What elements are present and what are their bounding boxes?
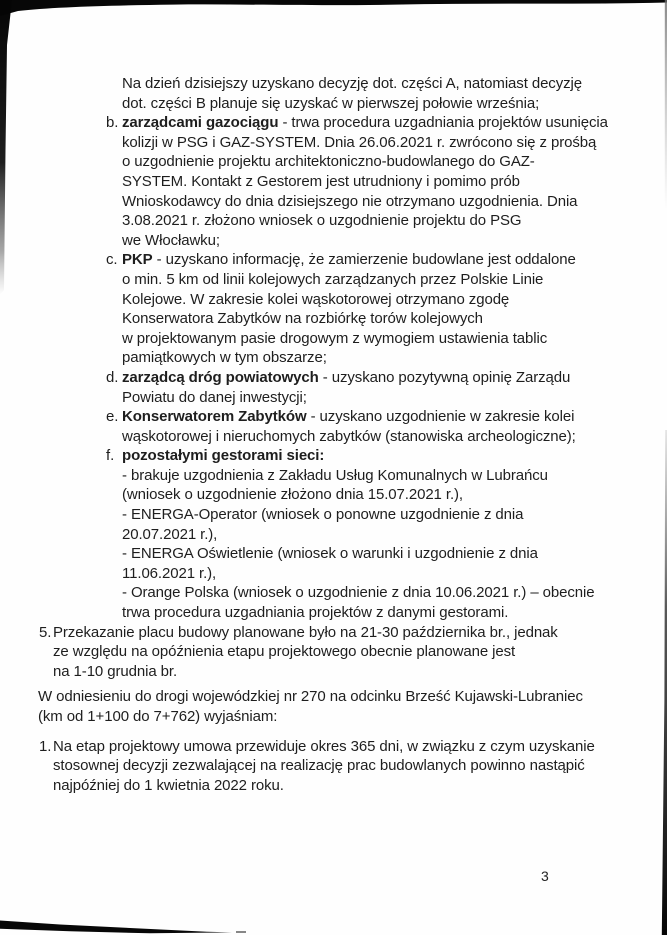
text-line: Kolejowe. W zakresie kolei wąskotorowej otrzymano zgodę	[122, 290, 510, 308]
item-marker: e.	[106, 408, 119, 426]
text-line: 20.07.2021 r.),	[122, 525, 218, 543]
text-line: - ENERGA Oświetlenie (wniosek o warunki i uzgodnienie z dnia	[122, 545, 538, 563]
list-item-5	[39, 623, 667, 682]
bottom-left-wedge-artifact	[0, 921, 232, 934]
item-a-continuation	[106, 74, 667, 113]
item-marker: 1.	[39, 737, 52, 755]
text-line: najpóźniej do 1 kwietnia 2022 roku.	[53, 776, 284, 794]
text-line: Wnioskodawcy do dnia dzisiejszego nie otrzymano uzgodnienia. Dnia	[122, 192, 578, 210]
item-lead-bold: zarządcą dróg powiatowych	[122, 368, 319, 386]
item-marker: 5.	[39, 623, 52, 641]
text-line: trwa procedura uzgadniania projektów z danymi gestorami.	[122, 604, 509, 622]
text-line: Na dzień dzisiejszy uzyskano decyzję dot. części A, natomiast decyzję	[122, 75, 582, 92]
page-number: 3	[541, 868, 549, 884]
text-line: Powiatu do danej inwestycji;	[122, 388, 307, 406]
list-item-c	[106, 250, 667, 368]
text-line	[106, 250, 667, 270]
text-line: ze względu na opóźnienia etapu projektowego obecnie planowane jest	[53, 643, 516, 661]
text-line: (km od 1+100 do 7+762) wyjaśniam:	[38, 708, 278, 725]
text-line	[106, 446, 667, 466]
list-item-1	[39, 737, 667, 796]
item-lead-bold: Konserwatorem Zabytków	[122, 408, 307, 426]
item-marker: c.	[106, 251, 118, 269]
text-line: we Włocławku;	[122, 231, 220, 249]
text-line: stosownej decyzji zezwalającej na realizację prac budowlanych powinno nastąpić	[53, 757, 585, 775]
text-line: SYSTEM. Kontakt z Gestorem jest utrudniony i pomimo prób	[122, 172, 520, 190]
item-marker: b.	[106, 114, 119, 132]
item-lead-bold: PKP	[122, 251, 153, 269]
item-text: - uzyskano uzgodnienie w zakresie kolei	[306, 408, 575, 426]
list-item-f	[106, 446, 667, 622]
text-line: (wniosek o uzgodnienie złożono dnia 15.07.2021 r.),	[122, 486, 463, 504]
list-item-b	[106, 113, 667, 250]
text-line: W odniesieniu do drogi wojewódzkiej nr 270 na odcinku Brześć Kujawski-Lubraniec	[38, 688, 583, 706]
item-text: Na etap projektowy umowa przewiduje okres 365 dni, w związku z czym uzyskanie	[53, 737, 595, 755]
list-item-d	[106, 368, 667, 407]
text-line	[106, 368, 667, 388]
text-line	[106, 113, 667, 133]
text-line: pamiątkowych w tym obszarze;	[122, 349, 327, 367]
text-line: - ENERGA-Operator (wniosek o ponowne uzgodnienie z dnia	[122, 506, 524, 524]
item-text: - trwa procedura uzgadniania projektów usunięcia	[278, 114, 608, 132]
text-line: wąskotorowej i nieruchomych zabytków (stanowiska archeologiczne);	[122, 427, 576, 445]
text-line	[39, 737, 667, 757]
text-line: 11.06.2021 r.),	[122, 564, 217, 582]
text-line	[106, 407, 667, 427]
text-line: Konserwatora Zabytków na rozbiórkę torów kolejowych	[122, 310, 483, 328]
item-marker: f.	[106, 447, 115, 465]
item-text: - uzyskano pozytywną opinię Zarządu	[318, 368, 571, 386]
text-line: w projektowanym pasie drogowym z wymogiem ustawienia tablic	[122, 329, 548, 347]
item-lead-bold: pozostałymi gestorami sieci:	[122, 447, 325, 465]
text-line: o uzgodnienie projektu architektoniczno-budowlanego do GAZ-	[122, 153, 535, 171]
list-item-e	[106, 407, 667, 446]
section-paragraph	[38, 687, 667, 726]
text-line: - brakuje uzgodnienia z Zakładu Usług Komunalnych w Lubrańcu	[122, 466, 548, 484]
text-line	[39, 623, 667, 643]
item-text: Przekazanie placu budowy planowane było na 21-30 października br., jednak	[53, 623, 558, 641]
item-marker: d.	[106, 368, 119, 386]
item-text: - uzyskano informację, że zamierzenie budowlane jest oddalone	[152, 251, 576, 269]
item-lead-bold: zarządcami gazociągu	[122, 114, 279, 132]
text-line: dot. części B planuje się uzyskać w pierwszej połowie września;	[122, 94, 540, 112]
text-line: o min. 5 km od linii kolejowych zarządzanych przez Polskie Linie	[122, 270, 544, 288]
bottom-speckle-artifact	[236, 931, 246, 933]
text-line: 3.08.2021 r. złożono wniosek o uzgodnienie projektu do PSG	[122, 212, 522, 230]
text-line: kolizji w PSG i GAZ-SYSTEM. Dnia 26.06.2021 r. zwrócono się z prośbą	[122, 133, 597, 151]
text-line: - Orange Polska (wniosek o uzgodnienie z dnia 10.06.2021 r.) – obecnie	[122, 584, 595, 602]
text-line: na 1-10 grudnia br.	[53, 662, 178, 680]
